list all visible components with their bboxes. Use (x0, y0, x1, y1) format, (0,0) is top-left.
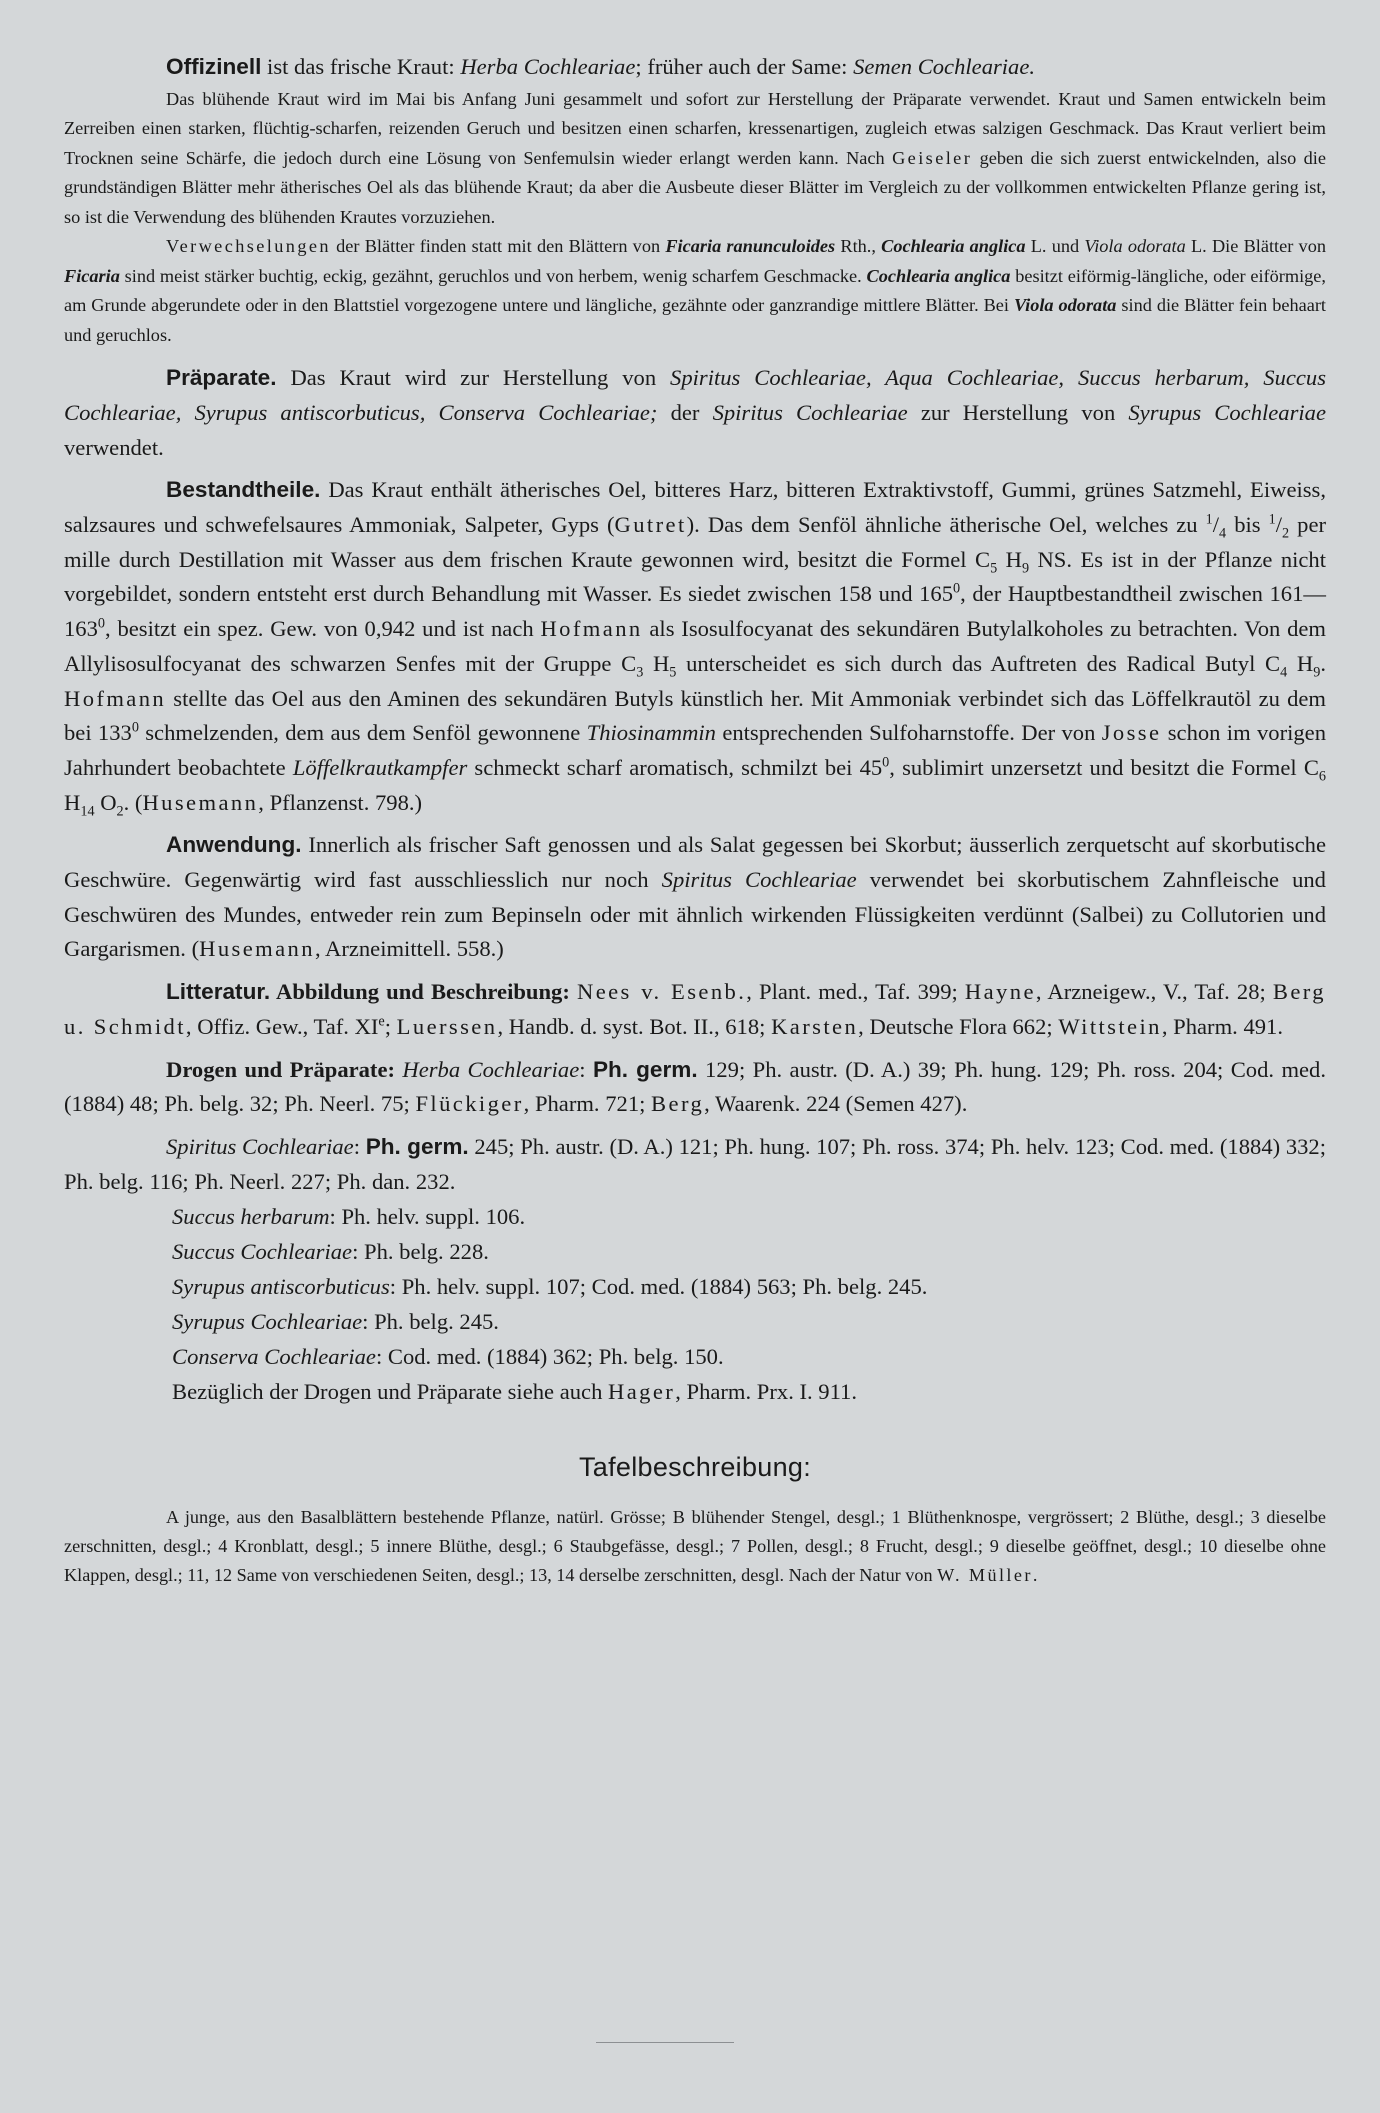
section-heading-drogen: Drogen und Präparate: (166, 1056, 396, 1082)
bottom-divider (596, 2042, 734, 2043)
list-item: Conserva Cochleariae: Cod. med. (1884) 362; Ph. belg. 150. (172, 1344, 724, 1370)
offizinell-heading-paragraph: Offizinell ist das frische Kraut: Herba Cochleariae; früher auch der Same: Semen Cochleariae. (166, 54, 1036, 79)
verwechselungen-paragraph: Verwechselungen der Blätter finden statt mit den Blättern von Ficaria ranunculoides Rth., Cochlearia anglica L. und Viola odorata L. Die Blätter von Ficaria sind meist stärker buchtig, eckig, gezähnt, geruchlos und von herbem, wenig scharfem Geschmacke. Cochlearia anglica besitzt eiförmig-längliche, oder eiförmige, am Grunde abgerundete oder in den Blattstiel vorgezogene untere und längliche, gezähnte oder ganzrandige mittlere Blätter. Bei Viola odorata sind die Blätter fein behaart und geruchlos. (64, 236, 1326, 345)
spiritus-paragraph: Spiritus Cochleariae: Ph. germ. 245; Ph. austr. (D. A.) 121; Ph. hung. 107; Ph. ross. 374; Ph. helv. 123; Cod. med. (1884) 332; Ph. belg. 116; Ph. Neerl. 227; Ph. dan. 232. (64, 1133, 1326, 1194)
plate-description-title: Tafelbeschreibung: (578, 1452, 812, 1483)
verwechselungen-heading: Verwechselungen (166, 236, 331, 257)
section-heading-bestandtheile: Bestandtheile. (166, 477, 321, 503)
list-item: Succus Cochleariae: Ph. belg. 228. (172, 1239, 489, 1265)
list-item: Succus herbarum: Ph. helv. suppl. 106. (172, 1204, 526, 1230)
list-item: Syrupus Cochleariae: Ph. belg. 245. (172, 1309, 499, 1335)
praeparate-paragraph: Präparate. Das Kraut wird zur Herstellung von Spiritus Cochleariae, Aqua Cochleariae, Succus herbarum, Succus Cochleariae, Syrupus antiscorbuticus, Conserva Cochleariae; der Spiritus Cochleariae zur Herstellung von Syrupus Cochleariae verwendet. (64, 365, 1327, 460)
section-heading-anwendung: Anwendung. (166, 832, 302, 858)
list-item: Syrupus antiscorbuticus: Ph. helv. suppl. 107; Cod. med. (1884) 563; Ph. belg. 245. (172, 1274, 928, 1300)
section-heading-offizinell: Offizinell (166, 54, 262, 79)
bezug-line: Bezüglich der Drogen und Präparate siehe auch Hager, Pharm. Prx. I. 911. (172, 1379, 858, 1405)
drogen-paragraph: Drogen und Präparate: Herba Cochleariae: Ph. germ. 129; Ph. austr. (D. A.) 39; Ph. hung. 129; Ph. ross. 204; Cod. med. (1884) 48; Ph. belg. 32; Ph. Neerl. 75; Flückiger, Pharm. 721; Berg, Waarenk. 224 (Semen 427). (64, 1056, 1326, 1117)
text-column (64, 50, 1326, 1590)
plate-description-text: A junge, aus den Basalblättern bestehende Pflanze, natürl. Grösse; B blühender Stengel, desgl.; 1 Blüthenknospe, vergrössert; 2 Blüthe, desgl.; 3 dieselbe zerschnitten, desgl.; 4 Kronblatt, desgl.; 5 innere Blüthe, desgl.; 6 Staubgefässe, desgl.; 7 Pollen, desgl.; 8 Frucht, desgl.; 9 dieselbe geöffnet, desgl.; 10 dieselbe ohne Klappen, desgl.; 11, 12 Same von verschiedenen Seiten, desgl.; 13, 14 derselbe zerschnitten, desgl. Nach der Natur von W. Müller. (64, 1507, 1326, 1586)
bestandtheile-paragraph: Bestandtheile. Das Kraut enthält ätherisches Oel, bitteres Harz, bitteren Extraktivstoff, Gummi, grünes Satzmehl, Eiweiss, salzsaures und schwefelsaures Ammoniak, Salpeter, Gyps (Gutret). Das dem Senföl ähnliche ätherische Oel, welches zu $^1/_4$ bis $^1/_2$ per mille durch Destillation mit Wasser aus dem frischen Kraute gewonnen wird, besitzt die Formel $C_5$ $H_9$ NS. Es ist in der Pflanze nicht vorgebildet, sondern entsteht erst durch Behandlung mit Wasser. Es siedet zwischen 158 und $165^0$, der Hauptbestandtheil zwischen $161—163^0$, besitzt ein spez. Gew. von 0,942 und ist nach Hofmann als Isosulfocyanat des sekundären Butylalkoholes zu betrachten. Von dem Allylisosulfocyanat des schwarzen Senfes mit der Gruppe $C_3$ $H_5$ unterscheidet es sich durch das Auftreten des Radical Butyl $C_4$ $H_9$. Hofmann stellte das Oel aus den Aminen des sekundären Butyls künstlich her. Mit Ammoniak verbindet sich das Löffelkrautöl zu dem bei $133^0$ schmelzenden, dem aus dem Senföl gewonnene Thiosinammin entsprechenden Sulfoharnstoffe. Der von Josse schon im vorigen Jahrhundert beobachtete Löffelkrautkampfer schmeckt scharf aromatisch, schmilzt bei $45^0$, sublimirt unzersetzt und besitzt die Formel $C_6$ $H_{14}$ $O_2$. (Husemann, Pflanzenst. 798.) (64, 477, 1327, 820)
author-name: Geiseler (892, 147, 973, 168)
anwendung-paragraph: Anwendung. Innerlich als frischer Saft genossen und als Salat gegessen bei Skorbut; äusserlich zerquetscht auf skorbutische Geschwüre. Gegenwärtig wird fast ausschliesslich nur noch Spiritus Cochleariae verwendet bei skorbutischem Zahnfleische und Geschwüren des Mundes, entweder rein zum Bepinseln oder mit ähnlich wirkenden Flüssigkeiten verdünnt (Salbei) zu Collutorien und Gargarismen. (Husemann, Arzneimittell. 558.) (64, 832, 1326, 962)
preparation-list (64, 1199, 1326, 1409)
litteratur-paragraph: Litteratur. Abbildung und Beschreibung: Nees v. Esenb., Plant. med., Taf. 399; Hayne, Arzneigew., V., Taf. 28; Berg u. Schmidt, Offiz. Gew., Taf. XIe; Luerssen, Handb. d. syst. Bot. II., 618; Karsten, Deutsche Flora 662; Wittstein, Pharm. 491. (64, 979, 1327, 1039)
section-heading-praeparate: Präparate. (166, 365, 277, 391)
offizinell-body: Das blühende Kraut wird im Mai bis Anfang Juni gesammelt und sofort zur Herstellung der Präparate verwendet. Kraut und Samen entwickeln beim Zerreiben einen starken, flüchtig-scharfen, reizenden Geruch und besitzen einen scharfen, kressenartigen, zugleich etwas salzigen Geschmack. Das Kraut verliert beim Trocknen seine Schärfe, die jedoch durch eine Lösung von Senfemulsin wieder erlangt werden kann. Nach Geiseler geben die sich zuerst entwickelnden, also die grundständigen Blätter mehr ätherisches Oel als das blühende Kraut; da aber die Ausbeute dieser Blätter im Vergleich zu der vollkommen entwickelten Pflanze gering ist, so ist die Verwendung des blühenden Krautes vorzuziehen. (64, 88, 1326, 227)
section-heading-litteratur: Litteratur. (166, 979, 271, 1005)
